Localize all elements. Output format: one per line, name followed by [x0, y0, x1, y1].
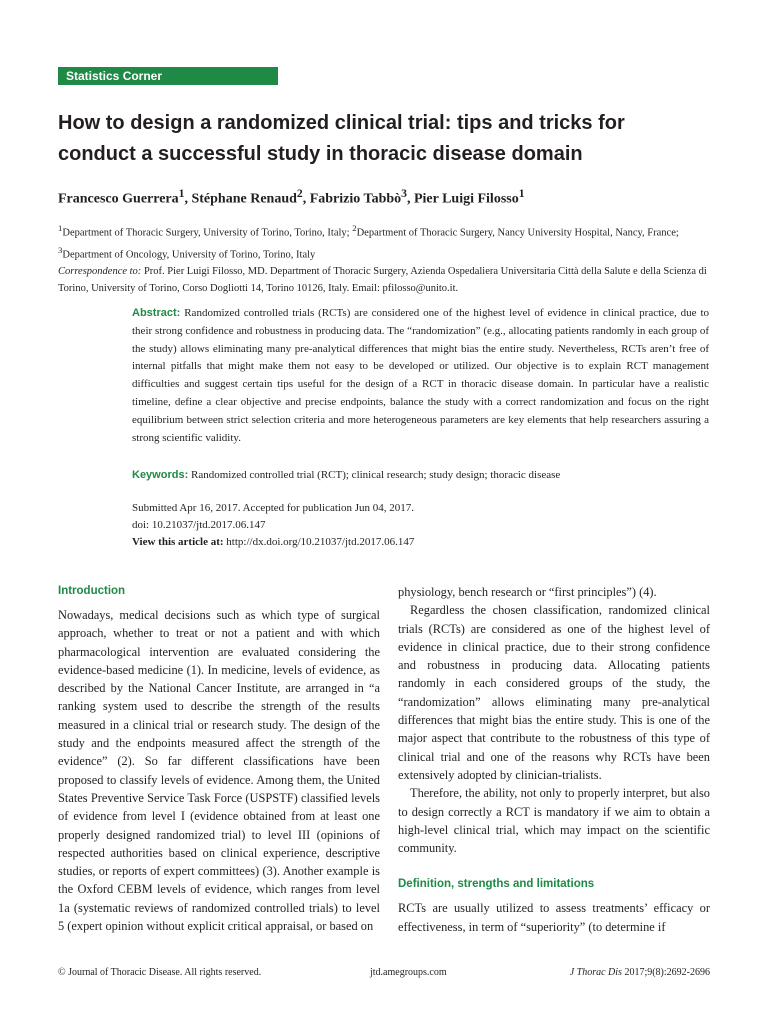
affiliation-3: Department of Oncology, University of Torino, Torino, Italy	[62, 249, 316, 260]
correspondence-label: Correspondence to:	[58, 266, 142, 277]
doi: doi: 10.21037/jtd.2017.06.147	[132, 519, 266, 531]
abstract	[132, 305, 709, 447]
article-title: How to design a randomized clinical trial: tips and tricks for conduct a successful study in thoracic disease domain	[58, 112, 625, 165]
page-footer	[58, 965, 710, 981]
affiliations	[58, 220, 710, 297]
keywords-label: Keywords:	[132, 469, 189, 481]
body-paragraph: Regardless the chosen classification, randomized clinical trials (RCTs) are considered as one of the highest level of evidence in clinical practice, due to their strong confidence and robustness in producing data. Allocating patients randomly in each considered groups of the study, the “randomization” allows eliminating many pre-analytical differences that might bias the entire study. This is one of the major aspect that contribute to the robustness of this type of clinical trial and one of the reasons why RCTs have been extensively adopted by clinician-trialists.	[398, 603, 710, 782]
author-name: Fabrizio Tabbò	[309, 191, 402, 207]
author-name: Stéphane Renaud	[191, 191, 297, 207]
section-banner-label: Statistics Corner	[66, 69, 163, 83]
view-article-link[interactable]: http://dx.doi.org/10.21037/jtd.2017.06.147	[226, 536, 415, 548]
author-name: Pier Luigi Filosso	[413, 191, 519, 207]
footer-site: jtd.amegroups.com	[370, 967, 447, 978]
section-heading-introduction: Introduction	[58, 585, 126, 597]
body-paragraph: Therefore, the ability, not only to properly interpret, but also to design correctly a RCT is mandatory if we aim to obtain a high-level clinical trial, which may impact on the scientific community.	[398, 786, 710, 856]
author-affiliation-mark: 1	[178, 187, 185, 200]
view-article-line	[132, 534, 709, 551]
body-paragraph: physiology, bench research or “first principles”) (4).	[398, 585, 657, 599]
footer-journal: J Thorac Dis	[569, 967, 622, 978]
body-paragraph: RCTs are usually utilized to assess treatments’ efficacy or effectiveness, in term of “superiority” (to determine if	[398, 901, 710, 934]
view-article-label: View this article at:	[132, 536, 224, 548]
author-affiliation-mark: 1	[518, 187, 525, 200]
correspondence-text: Prof. Pier Luigi Filosso, MD. Department of Thoracic Surgery, Azienda Ospedaliera Universitaria Città della Salute e della Scienza di Torino, University of Torino, Corso Dogliotti 14, Torino 10126, Italy. Email: pfilosso@unito.it.	[58, 266, 707, 294]
author-affiliation-mark: 2	[296, 187, 303, 200]
abstract-text: Randomized controlled trials (RCTs) are considered one of the highest level of evidence in clinical practice, due to their strong confidence and robustness in producing data. The “randomization” (e.g., allocating patients randomly in each group of the study) allows eliminating many pre-analytical differences that might bias the entire study. Nevertheless, RCTs aren’t free of internal pitfalls that might make them not easy to be developed or utilized. Our objective is to explain RCT management difficulties and suggest certain tips useful for the design of a RCT in thoracic disease domain. In particular have a realistic timeline, define a clear objective and precise endpoints, balance the study with a correct randomization and focus on the right equilibrium between strict selection criteria and more heterogeneous parameters are key elements that help researchers assuring a strong scientific validity.	[132, 307, 709, 444]
affiliation-2: Department of Thoracic Surgery, Nancy University Hospital, Nancy, France;	[356, 227, 679, 239]
right-column	[398, 583, 710, 936]
submission-info	[132, 500, 709, 551]
author-name: Francesco Guerrera	[58, 191, 179, 207]
affiliation-mark: 1	[58, 223, 63, 233]
abstract-label: Abstract:	[132, 307, 181, 319]
affiliation-mark: 3	[58, 244, 63, 255]
author-affiliation-mark: 3	[401, 187, 407, 200]
keywords	[132, 467, 709, 484]
footer-copyright: © Journal of Thoracic Disease. All rights reserved.	[58, 967, 262, 978]
section-heading-definition: Definition, strengths and limitations	[398, 878, 595, 891]
footer-citation	[570, 965, 710, 981]
submission-dates: Submitted Apr 16, 2017. Accepted for publication Jun 04, 2017.	[132, 502, 414, 514]
section-banner	[58, 67, 278, 85]
body-paragraph: Nowadays, medical decisions such as which type of surgical approach, whether to treat or not a patient and with which pharmacological intervention are evaluated considering the evidence-based medicine (1). In medicine, levels of evidence, as described by the National Cancer Institute, are arranged in “a ranking system used to describe the strength of the results measured in a clinical trial or research study. The design of the study and the endpoints measured affect the strength of the evidence” (2). So far different classifications have been proposed to classify levels of evidence. Among them, the United States Preventive Service Task Force (USPSTF) classified levels of evidence from level I (evidence obtained from at least one properly designed randomized trial) to level III (opinions of respected authorities based on clinical experience, descriptive studies, or reports of expert committees) (3). Another example is the Oxford CEBM levels of evidence, which ranges from level 1a (systematic reviews of randomized controlled trials) to level 5 (expert opinion without explicit critical appraisal, or based on	[58, 608, 380, 934]
affiliation-1: Department of Thoracic Surgery, University of Torino, Torino, Italy;	[62, 227, 350, 239]
affiliation-mark: 2	[352, 223, 357, 233]
author-list: Francesco Guerrera$^1$, Stéphane Renaud$^2$, Fabrizio Tabbò$^3$, Pier Luigi Filosso$^1$	[58, 187, 525, 207]
footer-volume: 2017;9(8):2692-2696	[624, 967, 710, 978]
keywords-text: Randomized controlled trial (RCT); clinical research; study design; thoracic disease	[191, 469, 561, 481]
left-column	[58, 582, 380, 935]
